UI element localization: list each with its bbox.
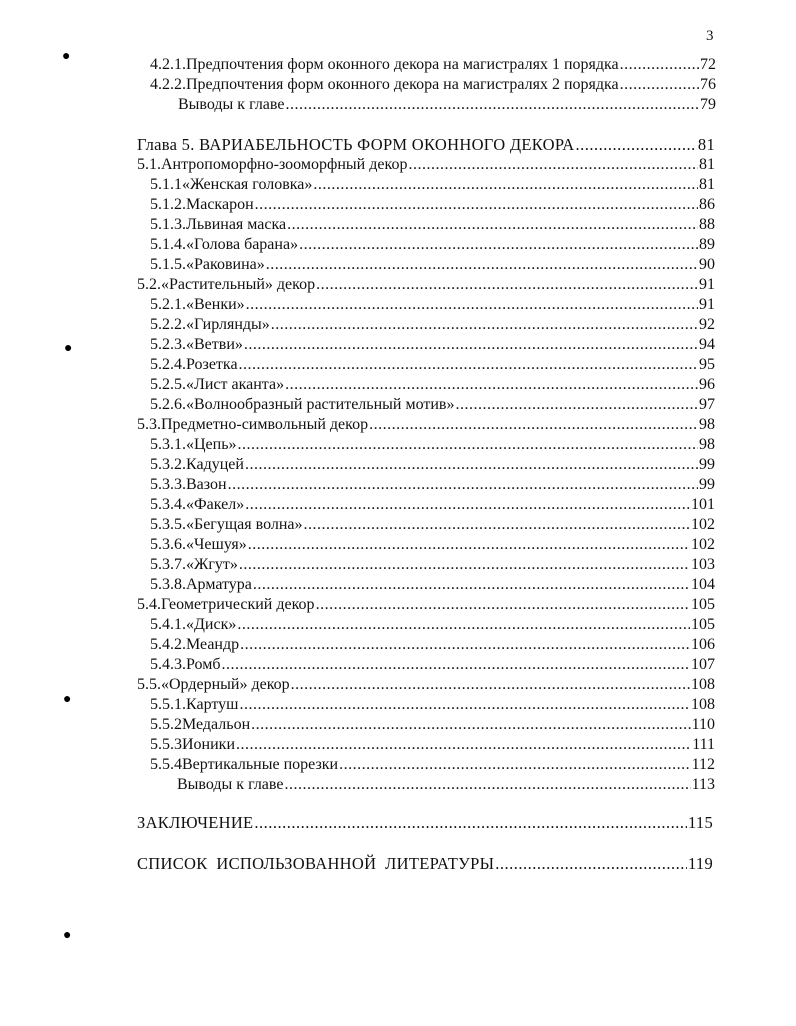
punch-hole-mark: ● bbox=[63, 928, 72, 943]
toc-entry-number: 5.1.1 bbox=[150, 176, 182, 193]
toc-leader-dots bbox=[236, 735, 691, 755]
toc-entry-title: Картуш bbox=[186, 696, 239, 713]
toc-entry-title: «Раковина» bbox=[186, 256, 265, 273]
toc-entry-number: 5.2.1. bbox=[150, 296, 186, 313]
toc-chapter-heading bbox=[137, 135, 715, 155]
toc-entry-title: «Растительный» декор bbox=[161, 276, 316, 293]
toc-entry bbox=[150, 755, 715, 775]
toc-entry-title: Выводы к главе bbox=[177, 776, 284, 793]
toc-entry-page: 104 bbox=[691, 576, 715, 593]
toc-entry-title: Антропоморфно-зооморфный декор bbox=[161, 156, 408, 173]
toc-entry-number: 5.3.8. bbox=[150, 576, 186, 593]
toc-entry-page: 94 bbox=[699, 336, 715, 353]
toc-entry bbox=[150, 575, 715, 595]
toc-entry-page: 107 bbox=[691, 656, 715, 673]
toc-entry bbox=[150, 75, 716, 95]
toc-entry-page: 88 bbox=[699, 216, 715, 233]
toc-entry-page: 81 bbox=[699, 176, 715, 193]
toc-entry-page: 112 bbox=[691, 756, 715, 773]
toc-entry-title: «Голова барана» bbox=[186, 236, 299, 253]
page-number: 3 bbox=[706, 28, 714, 44]
toc-leader-dots bbox=[575, 135, 696, 155]
toc-leader-dots bbox=[620, 55, 699, 75]
toc-entry-number: 5.4.2. bbox=[150, 636, 186, 653]
toc-leader-dots bbox=[246, 295, 698, 315]
toc-entry-page: 92 bbox=[699, 316, 715, 333]
toc-leader-dots bbox=[239, 555, 690, 575]
toc-entry bbox=[150, 215, 715, 235]
toc-entry-number: 5.1.3. bbox=[150, 216, 186, 233]
toc-entry bbox=[150, 335, 715, 355]
toc-entry-title: «Диск» bbox=[186, 616, 237, 633]
toc-leader-dots bbox=[239, 695, 690, 715]
toc-entry-number: 5.1. bbox=[137, 156, 161, 173]
toc-entry-number: 5.1.5. bbox=[150, 256, 186, 273]
toc-leader-dots bbox=[455, 395, 698, 415]
toc-entry-number: 5.3.4. bbox=[150, 496, 186, 513]
toc-entry-number: 5.3.5. bbox=[150, 516, 186, 533]
toc-section bbox=[137, 275, 715, 295]
toc-entry bbox=[150, 535, 715, 555]
toc-leader-dots bbox=[255, 195, 698, 215]
toc-entry bbox=[150, 695, 715, 715]
punch-hole-mark: ● bbox=[62, 49, 71, 64]
toc-entry-page: 110 bbox=[691, 716, 715, 733]
toc-leader-dots bbox=[620, 75, 699, 95]
toc-entry-page: 90 bbox=[699, 256, 715, 273]
toc-entry-title: «Жгут» bbox=[186, 556, 238, 573]
toc-entry-title: «Гирлянды» bbox=[186, 316, 270, 333]
toc-entry-number: 5.3.7. bbox=[150, 556, 186, 573]
toc-entry-title: Ионики bbox=[182, 736, 236, 753]
toc-entry bbox=[150, 235, 715, 255]
toc-section bbox=[137, 155, 715, 175]
toc-entry-number: 5.5. bbox=[137, 676, 161, 693]
toc-entry-title: Медальон bbox=[182, 716, 251, 733]
toc-leader-dots bbox=[284, 775, 690, 795]
toc-entry-page: 115 bbox=[687, 813, 713, 832]
toc-entry-title: «Чешуя» bbox=[186, 536, 247, 553]
toc-entry-number: 4.2.1. bbox=[150, 56, 186, 73]
toc-entry-title: «Бегущая волна» bbox=[186, 516, 303, 533]
toc-leader-dots bbox=[221, 655, 690, 675]
toc-entry-page: 98 bbox=[699, 416, 715, 433]
toc-entry-title: Ромб bbox=[186, 656, 221, 673]
toc-entry-title: Предметно-символьный декор bbox=[161, 416, 369, 433]
toc-entry bbox=[150, 655, 715, 675]
toc-entry-page: 91 bbox=[699, 296, 715, 313]
toc-entry-page: 103 bbox=[691, 556, 715, 573]
toc-entry-page: 81 bbox=[699, 156, 715, 173]
toc-entry-title: Розетка bbox=[186, 356, 238, 373]
toc-entry-page: 97 bbox=[699, 396, 715, 413]
toc-entry-number: 5.4.1. bbox=[150, 616, 186, 633]
toc-entry-page: 105 bbox=[691, 616, 715, 633]
toc-entry-page: 99 bbox=[699, 456, 715, 473]
toc-leader-dots bbox=[304, 515, 690, 535]
toc-leader-dots bbox=[271, 315, 698, 335]
toc-entry-page: 81 bbox=[697, 135, 715, 154]
toc-entry-title: «Лист аканта» bbox=[186, 376, 285, 393]
toc-entry-page: 79 bbox=[700, 96, 716, 113]
toc-leader-dots bbox=[253, 575, 690, 595]
toc-leader-dots bbox=[266, 255, 698, 275]
toc-leader-dots bbox=[285, 95, 699, 115]
toc-leader-dots bbox=[240, 635, 690, 655]
toc-entry-page: 72 bbox=[700, 56, 716, 73]
toc-entry-number: 5.5.1. bbox=[150, 696, 186, 713]
toc-entry bbox=[150, 255, 715, 275]
toc-leader-dots bbox=[287, 215, 698, 235]
toc-entry-page: 95 bbox=[699, 356, 715, 373]
toc-entry bbox=[150, 315, 715, 335]
toc-leader-dots bbox=[254, 813, 687, 833]
toc-entry-title: «Волнообразный растительный мотив» bbox=[186, 396, 455, 413]
toc-entry-title: Геометрический декор bbox=[161, 596, 315, 613]
toc-leader-dots bbox=[316, 275, 698, 295]
toc-entry-page: 99 bbox=[699, 476, 715, 493]
toc-entry bbox=[150, 455, 715, 475]
toc-entry bbox=[150, 355, 715, 375]
toc-entry bbox=[150, 615, 715, 635]
toc-entry-title: Маскарон bbox=[186, 196, 254, 213]
toc-entry-page: 108 bbox=[691, 696, 715, 713]
toc-leader-dots bbox=[339, 755, 690, 775]
toc-entry bbox=[150, 715, 715, 735]
toc-entry-title: Львиная маска bbox=[186, 216, 287, 233]
toc-entry-title: «Ордерный» декор bbox=[161, 676, 290, 693]
toc-entry-number: 4.2.2. bbox=[150, 76, 186, 93]
toc-entry-number: 5.4. bbox=[137, 596, 161, 613]
toc-entry-number: 5.2.2. bbox=[150, 316, 186, 333]
toc-entry-page: 119 bbox=[687, 854, 713, 873]
toc-entry-title: Меандр bbox=[186, 636, 240, 653]
punch-hole-mark: ● bbox=[64, 341, 73, 356]
toc-entry bbox=[150, 375, 715, 395]
toc-entry-page: 76 bbox=[700, 76, 716, 93]
toc-entry-number: 5.3.2. bbox=[150, 456, 186, 473]
toc-entry-page: 105 bbox=[691, 596, 715, 613]
toc-entry bbox=[150, 475, 715, 495]
toc-entry bbox=[150, 555, 715, 575]
toc-entry-number: 5.2. bbox=[137, 276, 161, 293]
toc-entry-title: «Венки» bbox=[186, 296, 245, 313]
toc-entry-number: 5.5.4 bbox=[150, 756, 182, 773]
toc-entry bbox=[177, 775, 715, 795]
toc-entry-page: 113 bbox=[691, 776, 715, 793]
toc-entry bbox=[150, 195, 715, 215]
toc-leader-dots bbox=[408, 155, 698, 175]
toc-entry-page: 91 bbox=[699, 276, 715, 293]
toc-entry-number: 5.5.2 bbox=[150, 716, 182, 733]
toc-entry bbox=[150, 295, 715, 315]
toc-leader-dots bbox=[248, 535, 690, 555]
toc-entry bbox=[150, 635, 715, 655]
toc-leader-dots bbox=[245, 495, 690, 515]
toc-chapter-heading bbox=[137, 813, 713, 833]
toc-entry-page: 98 bbox=[699, 436, 715, 453]
toc-entry bbox=[150, 495, 715, 515]
toc-entry-number: 5.2.3. bbox=[150, 336, 186, 353]
toc-entry-page: 96 bbox=[699, 376, 715, 393]
toc-entry-number: 5.1.4. bbox=[150, 236, 186, 253]
toc-entry-title: «Ветви» bbox=[186, 336, 243, 353]
toc-entry-title: Глава 5. ВАРИАБЕЛЬНОСТЬ ФОРМ ОКОННОГО ДЕКОРА bbox=[137, 135, 575, 154]
toc-entry-title: Предпочтения форм оконного декора на магистралях 2 порядка bbox=[186, 76, 619, 93]
toc-entry-number: 5.5.3 bbox=[150, 736, 182, 753]
toc-entry-title: ЗАКЛЮЧЕНИЕ bbox=[137, 813, 254, 832]
punch-hole-mark: ● bbox=[63, 692, 72, 707]
toc-entry bbox=[150, 175, 715, 195]
toc-leader-dots bbox=[316, 595, 690, 615]
toc-leader-dots bbox=[251, 715, 690, 735]
toc-entry-title: Выводы к главе bbox=[178, 96, 285, 113]
toc-entry bbox=[150, 515, 715, 535]
toc-entry bbox=[150, 435, 715, 455]
toc-leader-dots bbox=[245, 455, 698, 475]
toc-entry-title: СПИСОК ИСПОЛЬЗОВАННОЙ ЛИТЕРАТУРЫ bbox=[137, 854, 495, 873]
toc-entry bbox=[178, 95, 716, 115]
toc-entry-number: 5.3.3. bbox=[150, 476, 186, 493]
toc-section bbox=[137, 415, 715, 435]
toc-entry-number: 5.3.1. bbox=[150, 436, 186, 453]
toc-entry-title: Арматура bbox=[186, 576, 252, 593]
toc-entry-page: 102 bbox=[691, 536, 715, 553]
toc-leader-dots bbox=[313, 175, 698, 195]
toc-leader-dots bbox=[495, 854, 687, 874]
toc-leader-dots bbox=[238, 435, 698, 455]
toc-entry-page: 86 bbox=[699, 196, 715, 213]
toc-entry-number: 5.2.4. bbox=[150, 356, 186, 373]
toc-entry-title: «Цепь» bbox=[186, 436, 237, 453]
toc-section bbox=[137, 595, 715, 615]
toc-entry-number: 5.3.6. bbox=[150, 536, 186, 553]
toc-entry-page: 111 bbox=[692, 736, 715, 753]
toc-entry-title: «Факел» bbox=[186, 496, 245, 513]
toc-leader-dots bbox=[239, 355, 698, 375]
toc-entry-number: 5.1.2. bbox=[150, 196, 186, 213]
toc-leader-dots bbox=[299, 235, 698, 255]
toc-entry-page: 102 bbox=[691, 516, 715, 533]
toc-entry-title: Кадуцей bbox=[186, 456, 244, 473]
toc-entry-number: 5.2.5. bbox=[150, 376, 186, 393]
toc-leader-dots bbox=[244, 335, 698, 355]
toc-entry-title: Вертикальные порезки bbox=[182, 756, 339, 773]
toc-chapter-heading bbox=[137, 854, 713, 874]
toc-entry-title: Предпочтения форм оконного декора на магистралях 1 порядка bbox=[186, 56, 619, 73]
toc-entry-number: 5.3. bbox=[137, 416, 161, 433]
toc-leader-dots bbox=[228, 475, 698, 495]
toc-entry bbox=[150, 735, 715, 755]
toc-entry bbox=[150, 55, 716, 75]
toc-entry-page: 106 bbox=[691, 636, 715, 653]
toc-entry bbox=[150, 395, 715, 415]
toc-leader-dots bbox=[237, 615, 690, 635]
toc-entry-number: 5.2.6. bbox=[150, 396, 186, 413]
toc-entry-page: 89 bbox=[699, 236, 715, 253]
toc-leader-dots bbox=[369, 415, 698, 435]
toc-entry-page: 101 bbox=[691, 496, 715, 513]
toc-leader-dots bbox=[285, 375, 698, 395]
toc-entry-number: 5.4.3. bbox=[150, 656, 186, 673]
toc-entry-title: «Женская головка» bbox=[182, 176, 313, 193]
toc-entry-page: 108 bbox=[691, 676, 715, 693]
toc-section bbox=[137, 675, 715, 695]
toc-leader-dots bbox=[291, 675, 690, 695]
toc-entry-title: Вазон bbox=[186, 476, 227, 493]
